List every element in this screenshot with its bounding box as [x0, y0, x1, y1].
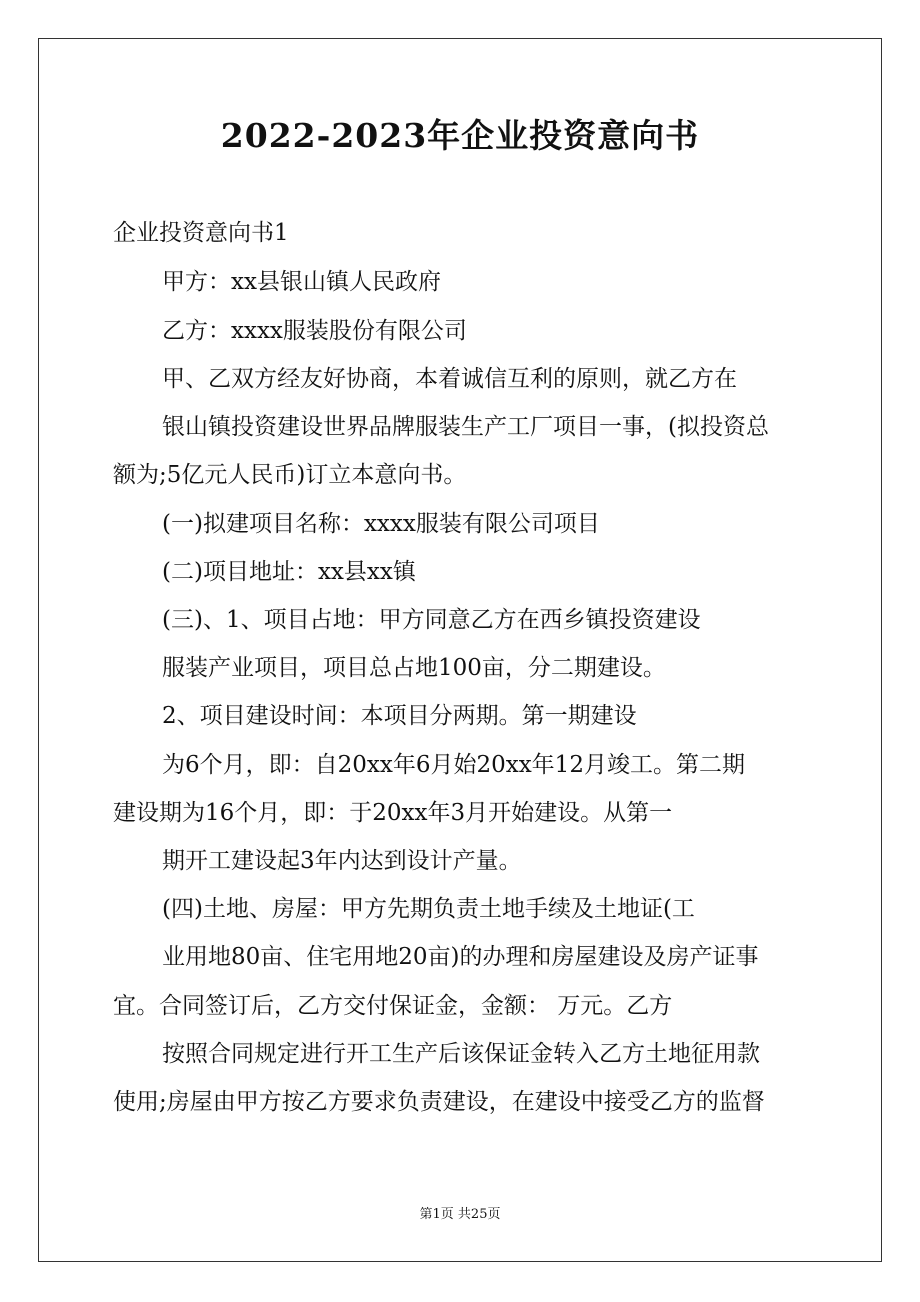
body-line: (三)、1、项目占地：甲方同意乙方在西乡镇投资建设: [162, 607, 701, 633]
body-line: (一)拟建项目名称：xxxx服装有限公司项目: [162, 511, 600, 537]
body-line: 服装产业项目，项目总占地100亩，分二期建设。: [162, 655, 666, 681]
body-line: 乙方：xxxx服装股份有限公司: [162, 318, 467, 344]
body-line: 按照合同规定进行开工生产后该保证金转入乙方土地征用款: [162, 1041, 760, 1067]
body-line: 使用;房屋由甲方按乙方要求负责建设，在建设中接受乙方的监督: [113, 1089, 765, 1115]
body-line: 额为;5亿元人民币)订立本意向书。: [113, 462, 467, 488]
body-line: 宜。合同签订后，乙方交付保证金，金额： 万元。乙方: [113, 993, 673, 1019]
body-line: (二)项目地址：xx县xx镇: [162, 559, 416, 585]
body-line: 企业投资意向书1: [113, 220, 289, 246]
body-line: 为6个月，即：自20xx年6月始20xx年12月竣工。第二期: [162, 752, 745, 778]
body-line: 银山镇投资建设世界品牌服装生产工厂项目一事，(拟投资总: [162, 414, 769, 440]
body-line: 业用地80亩、住宅用地20亩)的办理和房屋建设及房产证事: [162, 944, 759, 970]
document-title: 2022-2023年企业投资意向书: [220, 116, 700, 155]
page-number-footer: 第1页 共25页: [419, 1207, 501, 1222]
body-line: 期开工建设起3年内达到设计产量。: [162, 848, 522, 874]
body-line: 甲方：xx县银山镇人民政府: [162, 269, 441, 295]
body-line: 建设期为16个月，即：于20xx年3月开始建设。从第一: [113, 800, 673, 826]
body-line: (四)土地、房屋：甲方先期负责土地手续及土地证(工: [162, 896, 695, 922]
body-line: 2、项目建设时间：本项目分两期。第一期建设: [162, 703, 637, 729]
body-line: 甲、乙双方经友好协商，本着诚信互利的原则，就乙方在: [162, 366, 737, 392]
